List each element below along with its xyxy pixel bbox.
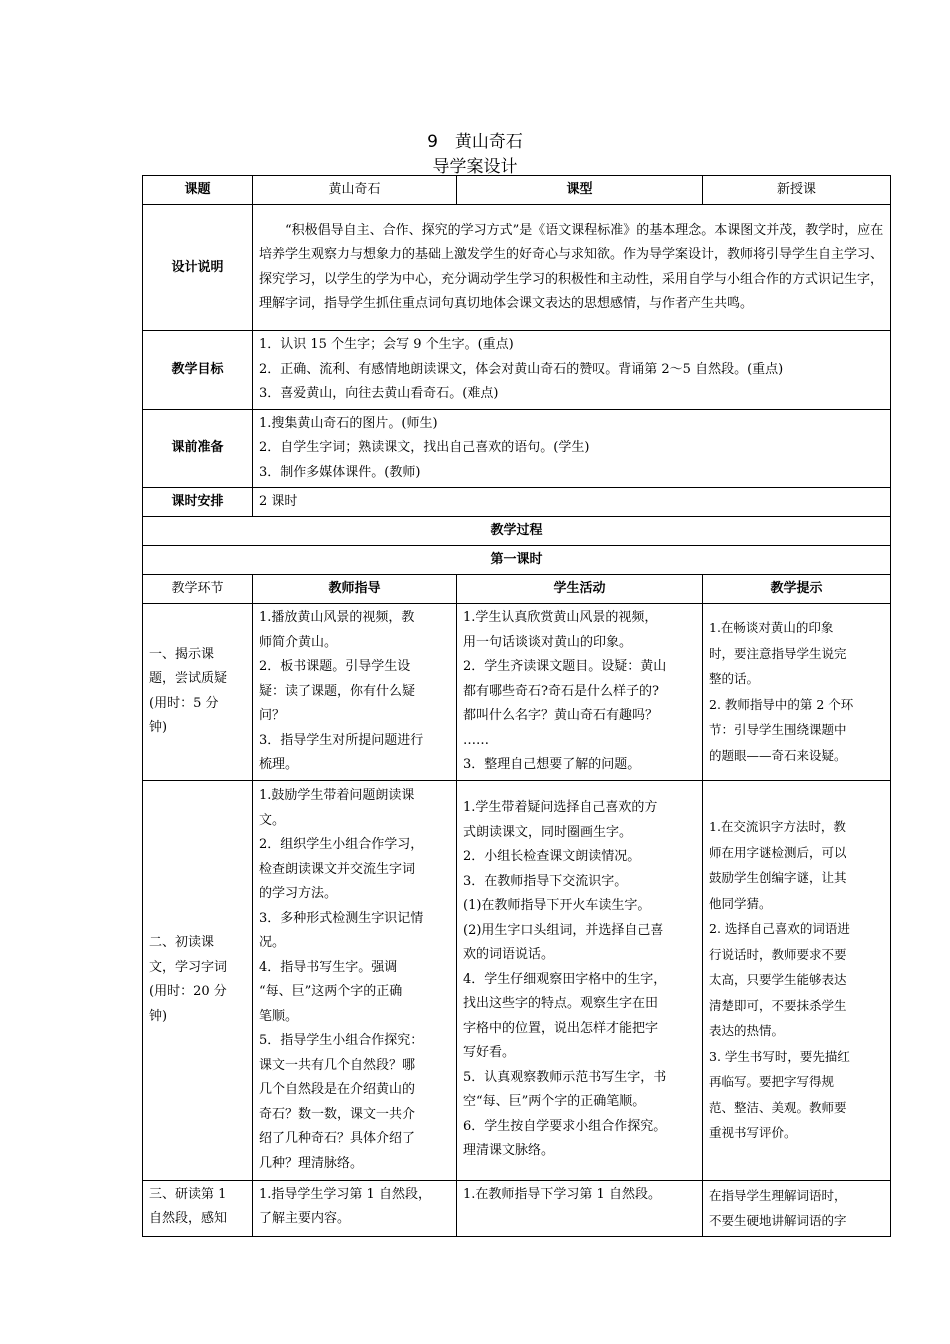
student-line: 找出这些字的特点。观察生字在田 <box>463 996 659 1012</box>
goals-row <box>143 331 891 410</box>
hint-cell <box>703 780 891 1180</box>
col-hint: 教学提示 <box>703 575 891 604</box>
hint-line: 范、整洁、美观。教师要 <box>709 1099 847 1115</box>
teacher-line: 了解主要内容。 <box>259 1211 351 1226</box>
student-line: 3．在教师指导下交流识字。 <box>463 873 628 889</box>
hint-line: 节：引导学生围绕课题中 <box>709 722 847 738</box>
teacher-line: 笔顺。 <box>259 1008 299 1024</box>
student-line: 5．认真观察教师示范书写生字，书 <box>463 1069 667 1085</box>
design-row <box>143 205 891 331</box>
table-row <box>143 604 891 781</box>
teacher-line: 问？ <box>259 708 286 723</box>
stage-line: (用时：5 分 <box>149 695 219 711</box>
teacher-line: 几个自然段是在介绍黄山的 <box>259 1082 416 1097</box>
teacher-line: 文。 <box>259 812 286 828</box>
teacher-line: 3．多种形式检测生字识记情 <box>259 910 424 926</box>
hint-line: 整的话。 <box>709 671 760 687</box>
stage-line: 文，学习字词 <box>149 959 228 975</box>
stage-cell <box>143 604 253 781</box>
teacher-line: 5．指导学生小组合作探究： <box>259 1033 424 1048</box>
teacher-cell <box>253 780 457 1180</box>
teacher-line: 几种？理清脉络。 <box>259 1155 364 1171</box>
student-line: 1.学生带着疑问选择自己喜欢的方 <box>463 800 658 816</box>
hint-line: 1.在畅谈对黄山的印象 <box>709 620 834 636</box>
hint-line: 的题眼——奇石来设疑。 <box>709 747 847 763</box>
stage-line: 钟) <box>149 1008 168 1024</box>
lesson-title: 9 黄山奇石 <box>427 132 523 152</box>
table-row <box>143 780 891 1180</box>
teacher-line: 奇石？数一数，课文一共介 <box>259 1106 416 1122</box>
teacher-line: 的学习方法。 <box>259 886 338 901</box>
teacher-line: 4．指导书写生字。强调 <box>259 959 398 975</box>
hint-line: 清楚即可，不要抹杀学生 <box>709 997 847 1013</box>
goal-item: 2．正确、流利、有感情地朗读课文，体会对黄山奇石的赞叹。背诵第 2～5 自然段。(重点) <box>259 361 784 377</box>
stage-line: 三、研读第 1 <box>149 1186 227 1202</box>
goals-list <box>253 331 891 410</box>
teacher-line: 1.指导学生学习第 1 自然段， <box>259 1186 431 1202</box>
stage-line: 二、初读课 <box>149 935 215 950</box>
student-line: 都叫什么名字？黄山奇石有趣吗？ <box>463 708 659 723</box>
student-line: 2．学生齐读课文题目。设疑：黄山 <box>463 659 667 674</box>
goal-item: 3．喜爱黄山，向往去黄山看奇石。(难点) <box>259 386 499 401</box>
hint-line: 3. 学生书写时，要先描红 <box>709 1048 850 1064</box>
hint-cell <box>703 1180 891 1236</box>
lesson-plan-table <box>142 175 891 1237</box>
prep-list <box>253 409 891 488</box>
teacher-line: 1.鼓励学生带着问题朗读课 <box>259 788 415 803</box>
teacher-line: 课文一共有几个自然段？哪 <box>259 1057 416 1073</box>
student-line: 式朗读课文，同时圈画生字。 <box>463 824 633 840</box>
student-line: 写好看。 <box>463 1045 516 1061</box>
design-label: 设计说明 <box>143 205 253 331</box>
schedule-label: 课时安排 <box>143 488 253 517</box>
hint-line: 鼓励学生创编字谜，让其 <box>709 870 847 886</box>
student-line: 1.学生认真欣赏黄山风景的视频， <box>463 610 658 625</box>
student-line: 3．整理自己想要了解的问题。 <box>463 757 641 772</box>
student-cell <box>457 604 703 781</box>
student-line: 都有哪些奇石?奇石是什么样子的? <box>463 683 659 699</box>
hint-line: 不要生硬地讲解词语的字 <box>709 1213 847 1228</box>
student-line: …… <box>463 732 489 748</box>
prep-row <box>143 409 891 488</box>
header-row <box>143 176 891 205</box>
prep-item: 2．自学生字词；熟读课文，找出自己喜欢的语句。(学生) <box>259 440 590 455</box>
col-student: 学生活动 <box>457 575 703 604</box>
stage-line: 自然段，感知 <box>149 1211 228 1226</box>
teacher-line: 1.播放黄山风景的视频，教 <box>259 610 415 625</box>
hint-line: 重视书写评价。 <box>709 1125 797 1141</box>
hint-line: 2. 选择自己喜欢的词语进 <box>709 921 850 937</box>
student-line: 欢的词语说话。 <box>463 947 555 963</box>
stage-line: 一、揭示课 <box>149 646 215 662</box>
hint-line: 表达的热情。 <box>709 1023 785 1039</box>
teacher-line: 绍了几种奇石？具体介绍了 <box>259 1131 416 1146</box>
goals-label: 教学目标 <box>143 331 253 410</box>
student-line: 理清课文脉络。 <box>463 1143 555 1159</box>
stage-line: (用时：20 分 <box>149 984 227 999</box>
stage-line: 钟) <box>149 720 168 736</box>
design-text: “积极倡导自主、合作、探究的学习方式”是《语文课程标准》的基本理念。本课图文并茂，教学时，应在培养学生观察力与想象力的基础上激发学生的好奇心与求知欲。作为导学案设计，教师将引导学生自主学习、探究学习，以学生的学为中心，充分调动学生学习的积极性和主动性，采用自学与小组合作的方式识记生字，理解字词，指导学生抓住重点词句真切地体会课文表达的思想感情，与作者产生共鸣。 <box>253 205 891 331</box>
period-row <box>143 546 891 575</box>
hint-cell <box>703 604 891 781</box>
goal-item: 1．认识 15 个生字；会写 9 个生字。(重点) <box>259 337 514 352</box>
student-line: (1)在教师指导下开火车读生字。 <box>463 898 651 914</box>
teacher-line: 疑：读了课题，你有什么疑 <box>259 683 416 699</box>
table-row <box>143 1180 891 1236</box>
hint-line: 他同学猜。 <box>709 895 772 911</box>
student-line: 用一句话谈谈对黄山的印象。 <box>463 634 633 650</box>
hint-line: 1.在交流识字方法时，教 <box>709 819 846 835</box>
hint-line: 时，要注意指导学生说完 <box>709 645 847 661</box>
teacher-line: “每、巨”这两个字的正确 <box>259 984 403 999</box>
prep-item: 3．制作多媒体课件。(教师) <box>259 464 421 480</box>
teacher-line: 2．组织学生小组合作学习， <box>259 837 424 852</box>
teacher-line: 2．板书课题。引导学生设 <box>259 659 411 674</box>
student-line: 4．学生仔细观察田字格中的生字， <box>463 971 667 987</box>
hint-line: 2. 教师指导中的第 2 个环 <box>709 696 854 712</box>
type-value: 新授课 <box>703 176 891 205</box>
schedule-row <box>143 488 891 517</box>
schedule-value: 2 课时 <box>253 488 891 517</box>
hint-line: 再临写。要把字写得规 <box>709 1074 835 1090</box>
hint-line: 太高，只要学生能够表达 <box>709 972 847 988</box>
col-teacher: 教师指导 <box>253 575 457 604</box>
teacher-cell <box>253 604 457 781</box>
lesson-subtitle: 导学案设计 <box>432 157 518 177</box>
teacher-line: 梳理。 <box>259 757 299 772</box>
student-cell <box>457 1180 703 1236</box>
stage-cell <box>143 1180 253 1236</box>
topic-value: 黄山奇石 <box>253 176 457 205</box>
teacher-line: 检查朗读课文并交流生字词 <box>259 861 416 877</box>
teacher-line: 况。 <box>259 935 286 950</box>
topic-label: 课题 <box>143 176 253 205</box>
hint-line: 行说话时，教师要求不要 <box>709 946 847 962</box>
stage-line: 题，尝试质疑 <box>149 671 228 687</box>
teacher-line: 3．指导学生对所提问题进行 <box>259 732 424 748</box>
student-line: 空“每、巨”两个字的正确笔顺。 <box>463 1094 646 1110</box>
process-heading-row <box>143 517 891 546</box>
student-line: 6．学生按自学要求小组合作探究。 <box>463 1118 667 1134</box>
process-heading: 教学过程 <box>143 517 891 546</box>
column-header-row <box>143 575 891 604</box>
type-label: 课型 <box>457 176 703 205</box>
prep-label: 课前准备 <box>143 409 253 488</box>
student-line: (2)用生字口头组词，并选择自己喜 <box>463 922 664 938</box>
teacher-line: 师简介黄山。 <box>259 634 338 650</box>
col-stage: 教学环节 <box>143 575 253 604</box>
hint-line: 师在用字谜检测后，可以 <box>709 844 847 860</box>
student-line: 1.在教师指导下学习第 1 自然段。 <box>463 1186 661 1202</box>
student-line: 字格中的位置，说出怎样才能把字 <box>463 1020 659 1036</box>
teacher-cell <box>253 1180 457 1236</box>
student-line: 2．小组长检查课文朗读情况。 <box>463 849 641 865</box>
stage-cell <box>143 780 253 1180</box>
period-heading: 第一课时 <box>143 546 891 575</box>
hint-line: 在指导学生理解词语时， <box>709 1187 847 1203</box>
student-cell <box>457 780 703 1180</box>
prep-item: 1.搜集黄山奇石的图片。(师生) <box>259 415 438 431</box>
